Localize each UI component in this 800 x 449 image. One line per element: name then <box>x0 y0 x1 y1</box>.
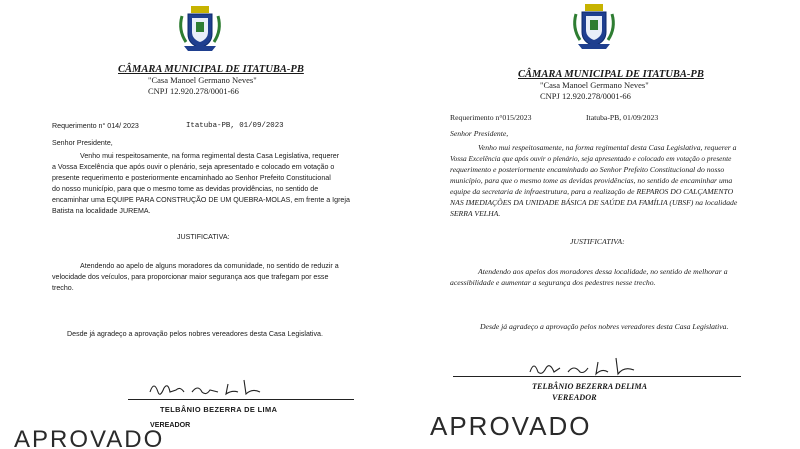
body-line: SERRA VELHA. <box>450 209 501 218</box>
body-line: NAS IMEDIAÇÕES DA UNIDADE BÁSICA DE SAÚDE DA FAMÍLIA (UBSF) na localidade <box>450 198 738 207</box>
body-line: Venho mui respeitosamente, na forma regimental desta Casa Legislativa, requerer a <box>478 143 737 152</box>
justification-line: velocidade dos veículos, para proporcionar maior segurança aos que trafegam por esse <box>52 273 329 281</box>
body-line: Venho mui respeitosamente, na forma regimental desta Casa Legislativa, requerer <box>80 152 340 160</box>
justification-heading: JUSTIFICATIVA: <box>570 237 625 246</box>
salutation: Senhor Presidente, <box>450 129 509 138</box>
thanks-line: Desde já agradeço a aprovação pelos nobres vereadores desta Casa Legislativa. <box>67 330 323 338</box>
body-line: equipe da secretaria de infraestrutura, para a realização de REPAROS DO CALÇAMENTO <box>450 187 734 196</box>
place-date: Itatuba-PB, 01/09/2023 <box>586 113 659 122</box>
body-line: Batista na localidade JUREMA. <box>52 207 151 215</box>
municipal-coat-of-arms-icon <box>174 2 226 54</box>
justification-line: acessibilidade e aumentar a segurança dos pedestres nesse trecho. <box>450 278 656 287</box>
salutation: Senhor Presidente, <box>52 139 113 147</box>
justification-line: Atendendo ao apelo de alguns moradores da comunidade, no sentido de reduzir a <box>80 262 339 270</box>
signer-title: VEREADOR <box>552 393 597 402</box>
letterhead <box>518 69 704 102</box>
body-line: encaminhar uma EQUIPE PARA CONSTRUÇÃO DE UM QUEBRA-MOLAS, em frente a Igreja <box>52 196 350 204</box>
municipal-coat-of-arms-icon <box>568 0 620 52</box>
body-line: requerimento e posteriormente encaminhado ao Senhor Prefeito Constitucional do nosso <box>450 165 725 174</box>
approved-stamp: APROVADO <box>14 426 165 449</box>
house-name: "Casa Manoel Germano Neves" <box>540 80 649 90</box>
justification-heading: JUSTIFICATIVA: <box>177 233 230 241</box>
approved-stamp: APROVADO <box>430 411 592 441</box>
request-number: Requerimento n° 014/ 2023 <box>52 122 139 130</box>
signature-line <box>128 399 354 400</box>
handwritten-signature <box>528 356 638 383</box>
request-number: Requerimento n°015/2023 <box>450 113 532 122</box>
letterhead <box>118 64 304 97</box>
handwritten-signature <box>148 378 268 405</box>
signer-title: VEREADOR <box>150 421 191 429</box>
signer-name: TELBÂNIO BEZERRA DE LIMA <box>160 405 278 414</box>
house-name: "Casa Manoel Germano Neves" <box>148 75 257 85</box>
body-line: do nosso município, para que o mesmo tome as devidas providências, no sentido de <box>52 185 319 193</box>
justification-line: Atendendo aos apelos dos moradores dessa localidade, no sentido de melhorar a <box>478 267 728 276</box>
requerimento-015-page <box>400 0 800 449</box>
body-line: município, para que o mesmo tome as devidas providências, no sentido de encaminhar uma <box>450 176 733 185</box>
signature-line <box>453 376 741 377</box>
place-date: Itatuba-PB, 01/09/2023 <box>186 122 284 130</box>
justification-line: trecho. <box>52 284 74 292</box>
body-line: a Vossa Excelência que após ouvir o plenário, seja apresentado e colocado em votação o <box>52 163 335 171</box>
institution-name: CÂMARA MUNICIPAL DE ITATUBA-PB <box>118 64 304 75</box>
cnpj: CNPJ 12.920.278/0001-66 <box>540 91 631 101</box>
cnpj: CNPJ 12.920.278/0001-66 <box>148 86 239 96</box>
thanks-line: Desde já agradeço a aprovação pelos nobres vereadores desta Casa Legislativa. <box>480 322 729 331</box>
institution-name: CÂMARA MUNICIPAL DE ITATUBA-PB <box>518 69 704 80</box>
body-line: presente requerimento e posteriormente encaminhado ao Senhor Prefeito Constitucional <box>52 174 331 182</box>
signer-name: TELBÂNIO BEZERRA DELIMA <box>532 382 648 391</box>
body-line: Vossa Excelência que após ouvir o plenário, seja apresentado e colocado em votação o presente <box>450 154 732 163</box>
